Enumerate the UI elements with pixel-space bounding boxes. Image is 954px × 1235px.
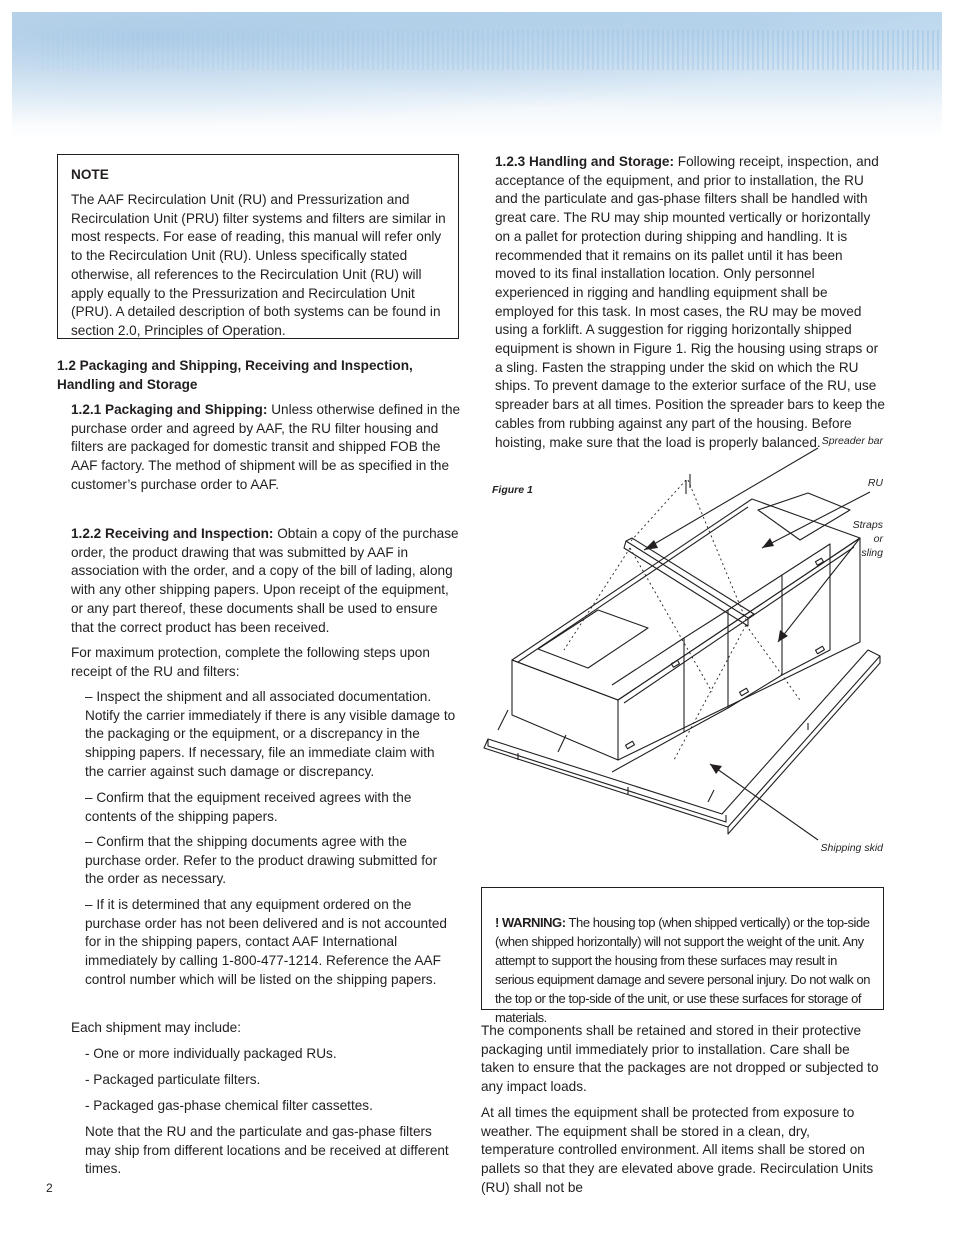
callout-ru: RU [867, 477, 883, 489]
page-number: 2 [46, 1181, 53, 1195]
shipment-item: - Packaged particulate filters. [85, 1072, 261, 1087]
callout-straps: sling [861, 547, 883, 559]
receiving-inspection-title: 1.2.2 Receiving and Inspection: [71, 526, 274, 541]
note-title: NOTE [71, 167, 109, 182]
skid-runner [498, 710, 714, 802]
warning-title: ! WARNING: [495, 915, 566, 930]
ru-handle [740, 688, 749, 695]
strap [746, 625, 800, 700]
callout-straps: or [873, 533, 883, 545]
ru-handle [626, 741, 635, 748]
arrow-spreader-bar [644, 540, 658, 550]
ru-front [512, 660, 618, 760]
note-body: The AAF Recirculation Unit (RU) and Pressurization and Recirculation Unit (PRU) filter systems and filters are similar in most respects. For ease of reading, this manual will refer only to the Recirculation Unit (RU). Unless specifically stated otherwise, all references to the Recirculation Unit (RU) will apply equally to the Pressurization and Recirculation Unit (PRU). A detailed description of both systems can be found in section 2.0, Principles of Operation. [71, 192, 446, 338]
strap [564, 548, 630, 650]
handling-storage-paragraph [495, 153, 887, 452]
arrow-ru [762, 538, 774, 548]
inspection-step: – If it is determined that any equipment ordered on the purchase order has not been delivered and is not accounted for in the shipping papers, contact AAF International immediately by calling 1-800-477-1214. Reference the AAF control number which will be listed on the shipping papers. [85, 897, 447, 987]
leader-skid [710, 764, 818, 840]
handling-storage-title: 1.2.3 Handling and Storage: [495, 154, 675, 169]
header-banner [12, 12, 942, 140]
receiving-inspection-paragraph [71, 525, 459, 637]
ru-handle [815, 558, 823, 565]
packaging-shipping-title: 1.2.1 Packaging and Shipping: [71, 402, 268, 417]
callout-shipping-skid: Shipping skid [820, 842, 883, 854]
callout-straps: Straps [852, 519, 883, 531]
storage-paragraph-2: At all times the equipment shall be protected from exposure to weather. The equipment shall be stored in a clean, dry, temperature controlled environment. All items shall be stored on pallets so that they are elevated above grade. Recirculation Units (RU) shall not be [481, 1105, 874, 1195]
hoist-line [686, 474, 690, 494]
warning-text [495, 914, 877, 1027]
ru-handle [816, 646, 825, 653]
protection-intro: For maximum protection, complete the following steps upon receipt of the RU and filters: [71, 645, 430, 679]
ru-door-3 [728, 575, 782, 708]
skid-crossboard [518, 723, 808, 794]
banner-stripes [42, 30, 942, 70]
storage-paragraph-1: The components shall be retained and stored in their protective packaging until immediately prior to installation. Care shall be taken to ensure that the packages are not dropped or subjected to any impact loads. [481, 1023, 879, 1095]
skid-front-rail [488, 739, 726, 822]
inspection-step: – Confirm that the equipment received agrees with the contents of the shipping papers. [85, 790, 412, 824]
skid-outline [484, 650, 880, 827]
arrow-skid [710, 764, 722, 774]
shipment-note: Note that the RU and the particulate and gas-phase filters may ship from different locations and be received at different times. [85, 1124, 449, 1177]
callout-spreader-bar: Spreader bar [821, 435, 883, 447]
skid-end-rail [728, 656, 880, 834]
ru-door-4 [782, 544, 830, 675]
ru-door-2 [684, 610, 728, 732]
shipment-item: - Packaged gas-phase chemical filter cassettes. [85, 1098, 373, 1113]
figure-1-illustration [478, 430, 888, 860]
shipment-item: - One or more individually packaged RUs. [85, 1046, 337, 1061]
warning-body: The housing top (when shipped vertically) or the top-side (when shipped horizontally) will not support the weight of the unit. Any attempt to support the housing from these surfaces may result in serious equipment damage and severe personal injury. Do not walk on the top or the top-side of the unit, or use these surfaces for storage of materials. [495, 915, 871, 1025]
figure-caption: Figure 1 [492, 484, 533, 496]
shipment-intro: Each shipment may include: [71, 1020, 242, 1035]
spreader-bar [624, 541, 748, 626]
inspection-step: – Inspect the shipment and all associated documentation. Notify the carrier immediately if there is any visible damage to the packaging or the equipment, or a discrepancy in the shipping papers. If necessary, file an immediate claim with the carrier against such damage or discrepancy. [85, 689, 456, 779]
ru-top [512, 499, 860, 700]
handling-storage-body: Following receipt, inspection, and acceptance of the equipment, and prior to installation, the RU and the particulate and gas-phase filters shall be handled with great care. The RU may ship mounted vertically or horizontally on a pallet for protection during shipping and handling. It is recommended that it remains on its pallet until it has been moved to its final installation location. Only personnel experienced in rigging and handling equipment shall be employed for this task. In most cases, the RU may be moved using a forklift. A suggestion for rigging horizontally shipped equipment is shown in Figure 1. Rig the housing using straps or a sling. Fasten the strapping under the skid on which the RU ships. To prevent damage to the exterior surface of the RU, use spreader bars at all times. Position the spreader bars to keep the cables from rubbing against any part of the housing. Before hoisting, make sure that the load is properly balanced. [495, 154, 885, 450]
receiving-inspection-body: Obtain a copy of the purchase order, the product drawing that was submitted by AAF in association with the order, and a copy of the bill of lading, along with any other shipping papers. Upon receipt of the equipment, or any part thereof, these documents shall be used to ensure that the correct product has been received. [71, 526, 459, 635]
section-heading: 1.2 Packaging and Shipping, Receiving and Inspection, Handling and Storage [57, 358, 413, 392]
ru-frame [518, 507, 854, 703]
packaging-shipping-body: Unless otherwise defined in the purchase order and agreed by AAF, the RU filter housing and filters are packaged for domestic transit and shipped FOB the AAF factory. The method of shipment will be as specified in the customer’s purchase order to AAF. [71, 402, 461, 492]
ru-top-panel-2 [758, 493, 850, 540]
ru-door-1 [612, 638, 684, 772]
strap [630, 480, 686, 542]
ru-top-panel [538, 610, 648, 668]
packaging-shipping-paragraph [71, 401, 461, 495]
inspection-step: – Confirm that the shipping documents agree with the purchase order. Refer to the product drawing submitted for the order as necessary. [85, 834, 438, 887]
